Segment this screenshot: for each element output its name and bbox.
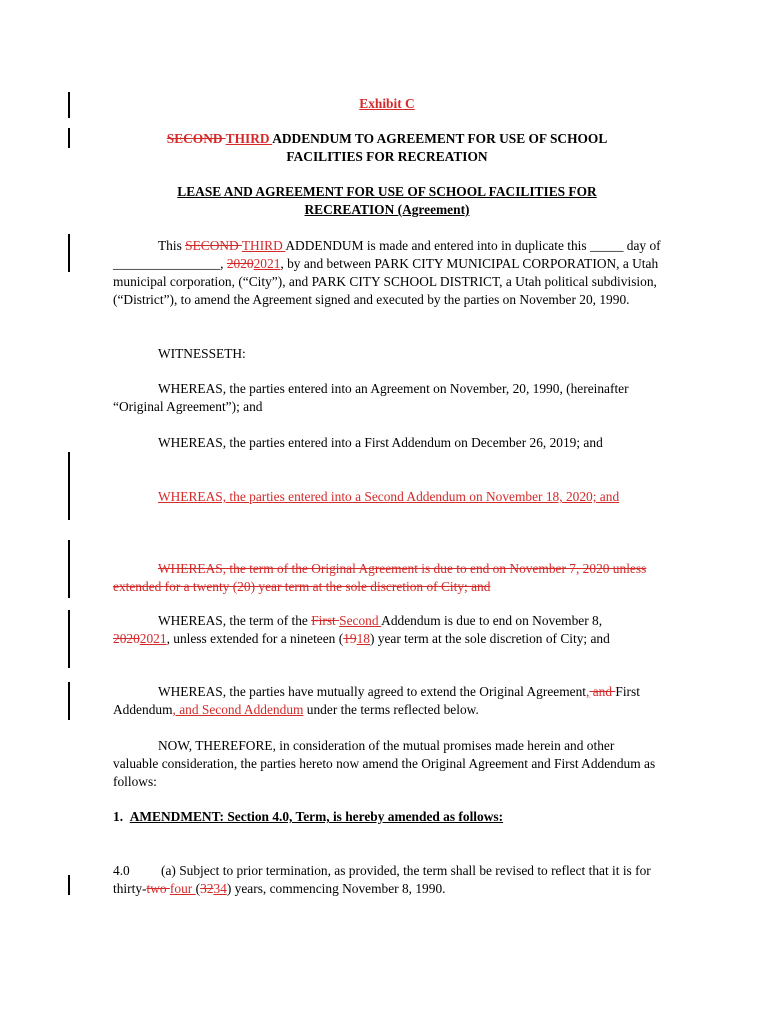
whereas-clause-2: WHEREAS, the parties entered into a First Addendum on December 26, 2019; and [158,435,603,450]
whereas-clause-4-deleted: WHEREAS, the term of the Original Agreement is due to end on November 7, 2020 unless extended for a twenty (20) year term at the sole discretion of City; and [113,561,647,594]
title-deletion: SECOND [166,131,226,146]
witnesseth-heading: WITNESSETH: [158,346,246,361]
change-bar [68,875,70,895]
whereas-clause-6: WHEREAS, the parties have mutually agreed to extend the Original Agreement, and First Addendum, and Second Addendum under the terms reflected below. [113,684,640,717]
document-subtitle: LEASE AND AGREEMENT FOR USE OF SCHOOL FACILITIES FOR RECREATION (Agreement) [177,184,597,217]
intro-paragraph: This SECOND THIRD ADDENDUM is made and entered into in duplicate this _____ day of ________________, 20202021, by and between PARK CITY MUNICIPAL CORPORATION, a Utah municipal corporation, (“City”), and PARK CITY SCHOOL DISTRICT, a Utah political subdivision, (“District”), to amend the Agreement signed and executed by the parties on November 20, 1990. [113,238,661,307]
document-title: SECOND THIRD ADDENDUM TO AGREEMENT FOR USE OF SCHOOL FACILITIES FOR RECREATION [166,131,608,164]
change-bar [68,92,70,118]
section-1-heading: 1. AMENDMENT: Section 4.0, Term, is hereby amended as follows: [113,809,504,824]
change-bar [68,234,70,272]
now-therefore-paragraph: NOW, THEREFORE, in consideration of the mutual promises made herein and other valuable consideration, the parties hereto now amend the Original Agreement and First Addendum as follows: [113,738,656,789]
whereas-clause-5: WHEREAS, the term of the First Second Addendum is due to end on November 8, 20202021, unless extended for a nineteen (1918) year term at the sole discretion of City; and [113,613,610,646]
change-bar [68,610,70,668]
change-bar [68,128,70,148]
change-bar [68,682,70,720]
change-bar [68,452,70,520]
whereas-clause-1: WHEREAS, the parties entered into an Agreement on November, 20, 1990, (hereinafter “Original Agreement”); and [113,381,629,414]
whereas-clause-3-inserted: WHEREAS, the parties entered into a Second Addendum on November 18, 2020; and [158,489,620,504]
title-insertion: THIRD [225,131,273,146]
exhibit-label: Exhibit C [359,96,415,111]
change-bar [68,540,70,598]
clause-4-0: 4.0 (a) Subject to prior termination, as provided, the term shall be revised to reflect that it is for thirty-two four (3234) years, commencing November 8, 1990. [113,863,651,896]
